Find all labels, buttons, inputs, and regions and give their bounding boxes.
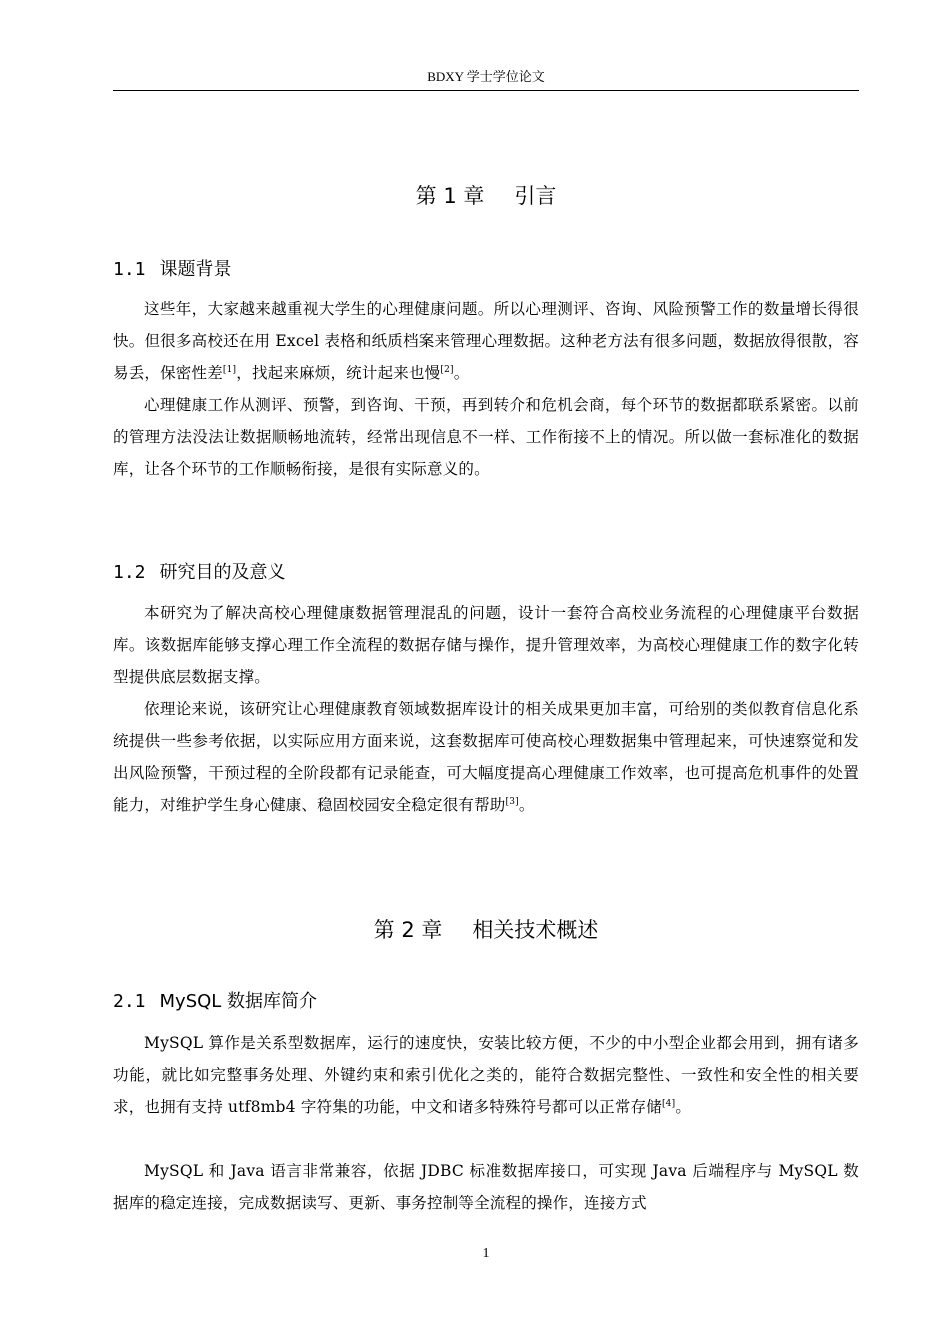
chapter-1-heading: [113, 180, 859, 210]
text-run: 依理论来说，该研究让心理健康教育领域数据库设计的相关成果更加丰富，可给别的类似教育信息化系统提供一些参考依据，以实际应用方面来说，这套数据库可使高校心理数据集中管理起来，可快速察觉和发出风险预警，干预过程的全阶段都有记录能查，可大幅度提高心理健康工作效率，也可提高危机事件的处置能力，对维护学生身心健康、稳固校园安全稳定很有帮助: [113, 700, 859, 814]
header-title: BDXY 学士学位论文: [427, 69, 545, 84]
chapter-label: 第 1 章: [415, 184, 485, 208]
paragraph-background-1: [113, 293, 859, 389]
paragraph-mysql-2: MySQL 和 Java 语言非常兼容，依据 JDBC 标准数据库接口，可实现 Java 后端程序与 MySQL 数据库的稳定连接，完成数据读写、更新、事务控制等全流程的操作，连接方式: [113, 1162, 859, 1212]
paragraph-mysql-1: [113, 1027, 859, 1123]
chapter-2-heading: [113, 914, 859, 944]
running-header: [113, 66, 859, 91]
paragraph-purpose-2: [113, 693, 859, 821]
section-title: 课题背景: [159, 259, 232, 280]
section-1-2-heading: [113, 558, 859, 584]
text-run: MySQL 算作是关系型数据库，运行的速度快，安装比较方便，不少的中小型企业都会用到，拥有诸多功能，就比如完整事务处理、外键约束和索引优化之类的，能符合数据完整性、一致性和安全性的相关要求，也拥有支持 utf8mb4 字符集的功能，中文和诸多特殊符号都可以正常存储: [113, 1034, 859, 1116]
paragraph-background-2: 心理健康工作从测评、预警，到咨询、干预，再到转介和危机会商，每个环节的数据都联系紧密。以前的管理方法没法让数据顺畅地流转，经常出现信息不一样、工作衔接不上的情况。所以做一套标准化的数据库，让各个环节的工作顺畅衔接，是很有实际意义的。: [113, 396, 859, 478]
text-run: 这些年，大家越来越重视大学生的心理健康问题。所以心理测评、咨询、风险预警工作的数量增长得很快。但很多高校还在用 Excel 表格和纸质档案来管理心理数据。这种老方法有很多问题，数据放得很散，容易丢，保密性差: [113, 300, 859, 382]
section-title: 研究目的及意义: [159, 562, 286, 583]
citation-2: [2]: [440, 364, 454, 375]
section-number: 1.1: [113, 259, 146, 280]
section-2-1-heading: [113, 987, 859, 1013]
chapter-label: 第 2 章: [373, 918, 443, 942]
citation-4: [4]: [661, 1098, 676, 1109]
text-run: 。: [453, 364, 470, 382]
page-number: 1: [482, 1246, 490, 1261]
citation-1: [1]: [222, 364, 237, 375]
text-run: ，找起来麻烦，统计起来也慢: [236, 364, 441, 382]
paragraph-purpose-1: 本研究为了解决高校心理健康数据管理混乱的问题，设计一套符合高校业务流程的心理健康平台数据库。该数据库能够支撑心理工作全流程的数据存储与操作，提升管理效率，为高校心理健康工作的数字化转型提供底层数据支撑。: [113, 604, 859, 686]
section-title: MySQL 数据库简介: [159, 991, 318, 1012]
section-1-1-heading: [113, 255, 859, 281]
section-number: 1.2: [113, 562, 146, 583]
citation-3: [3]: [505, 796, 519, 807]
chapter-title: 相关技术概述: [472, 918, 599, 942]
text-run: 。: [675, 1098, 692, 1116]
section-number: 2.1: [113, 991, 146, 1012]
chapter-title: 引言: [514, 184, 557, 208]
text-run: 。: [518, 796, 535, 814]
